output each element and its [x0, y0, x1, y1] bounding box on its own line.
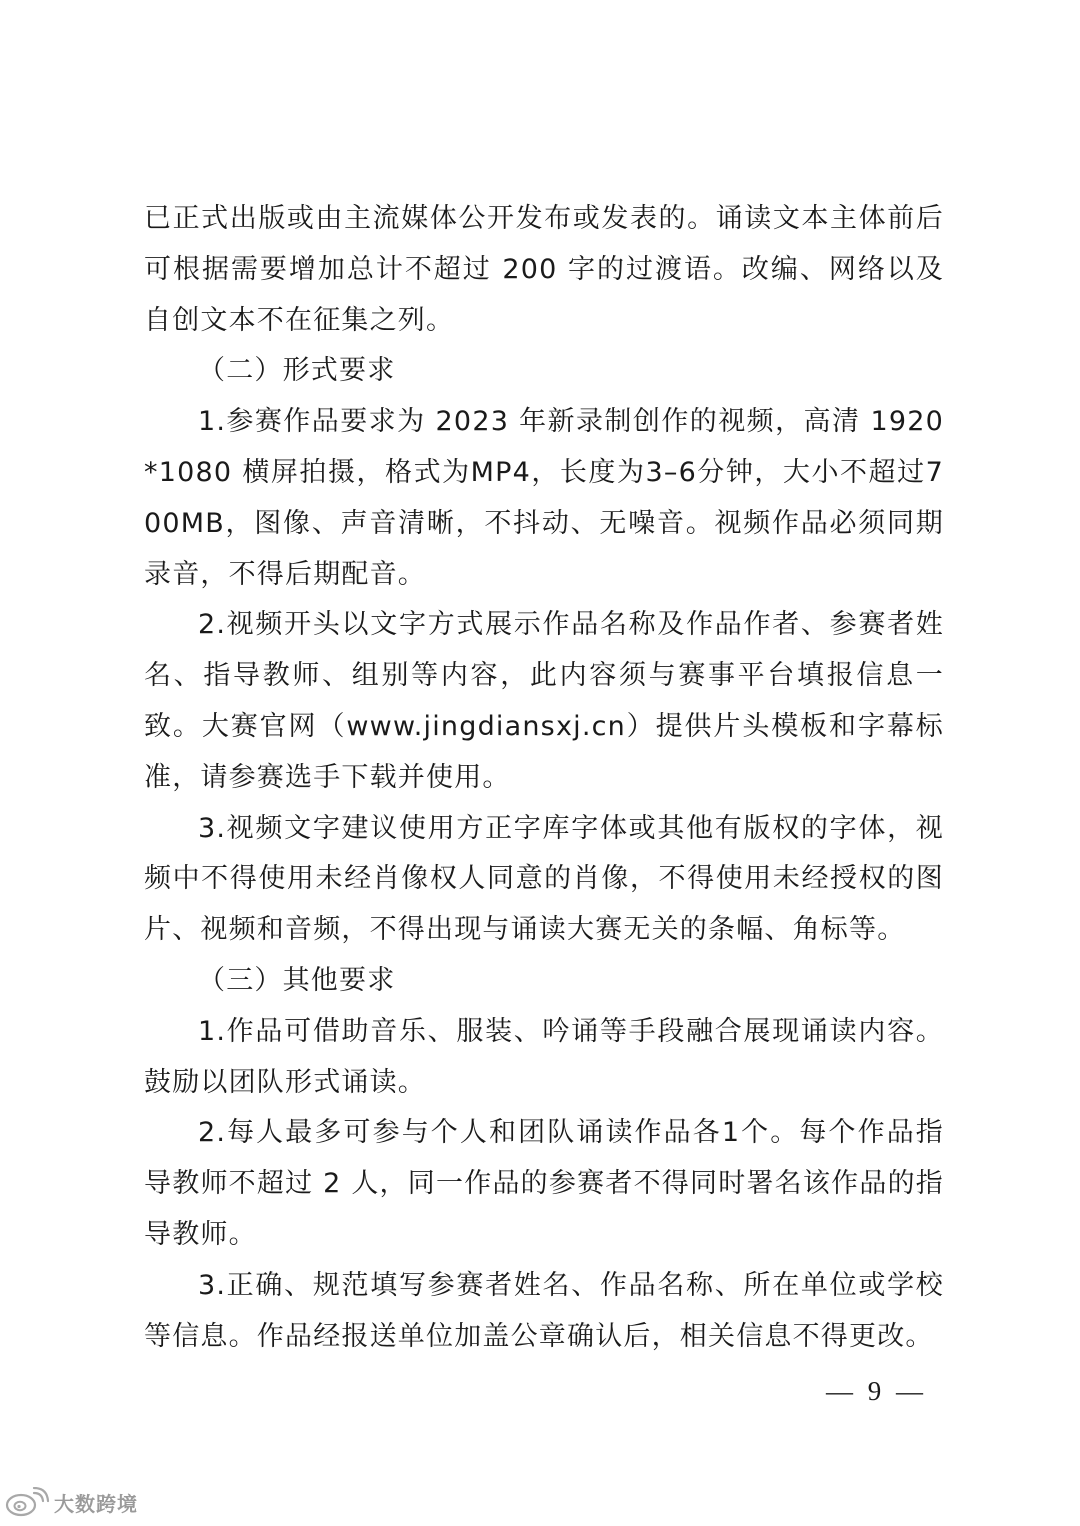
- paragraph-format-2: 2.视频开头以文字方式展示作品名称及作品作者、参赛者姓名、指导教师、组别等内容，此内容须与赛事平台填报信息一致。大赛官网（www.jingdiansxj.cn）提供片头模板和字幕标准，请参赛选手下载并使用。: [144, 609, 944, 793]
- paragraph-other-3: 3.正确、规范填写参赛者姓名、作品名称、所在单位或学校等信息。作品经报送单位加盖公章确认后，相关信息不得更改。: [144, 1269, 944, 1352]
- watermark-text: 大数跨境: [54, 1491, 138, 1516]
- paragraph-format-3: 3.视频文字建议使用方正字库字体或其他有版权的字体，视频中不得使用未经肖像权人同意的肖像，不得使用未经授权的图片、视频和音频，不得出现与诵读大赛无关的条幅、角标等。: [144, 812, 944, 946]
- document-body: [144, 194, 944, 1362]
- weibo-logo-icon: [4, 1487, 50, 1517]
- section-heading-format: （二）形式要求: [198, 355, 396, 387]
- paragraph-other-2: 2.每人最多可参与个人和团队诵读作品各1个。每个作品指导教师不超过 2 人，同一作品的参赛者不得同时署名该作品的指导教师。: [144, 1117, 944, 1250]
- paragraph-format-1: 1.参赛作品要求为 2023 年新录制创作的视频，高清 1920*1080 横屏拍摄，格式为MP4，长度为3–6分钟，大小不超过700MB，图像、声音清晰，不抖动、无噪音。视频作品必须同期录音，不得后期配音。: [144, 406, 944, 590]
- page-number: — 9 —: [826, 1376, 927, 1406]
- paragraph-other-1: 1.作品可借助音乐、服装、吟诵等手段融合展现诵读内容。鼓励以团队形式诵读。: [144, 1015, 944, 1098]
- watermark: [4, 1484, 138, 1520]
- section-heading-other: （三）其他要求: [198, 964, 396, 996]
- paragraph-continuation: 已正式出版或由主流媒体公开发布或发表的。诵读文本主体前后可根据需要增加总计不超过 200 字的过渡语。改编、网络以及自创文本不在征集之列。: [144, 203, 944, 336]
